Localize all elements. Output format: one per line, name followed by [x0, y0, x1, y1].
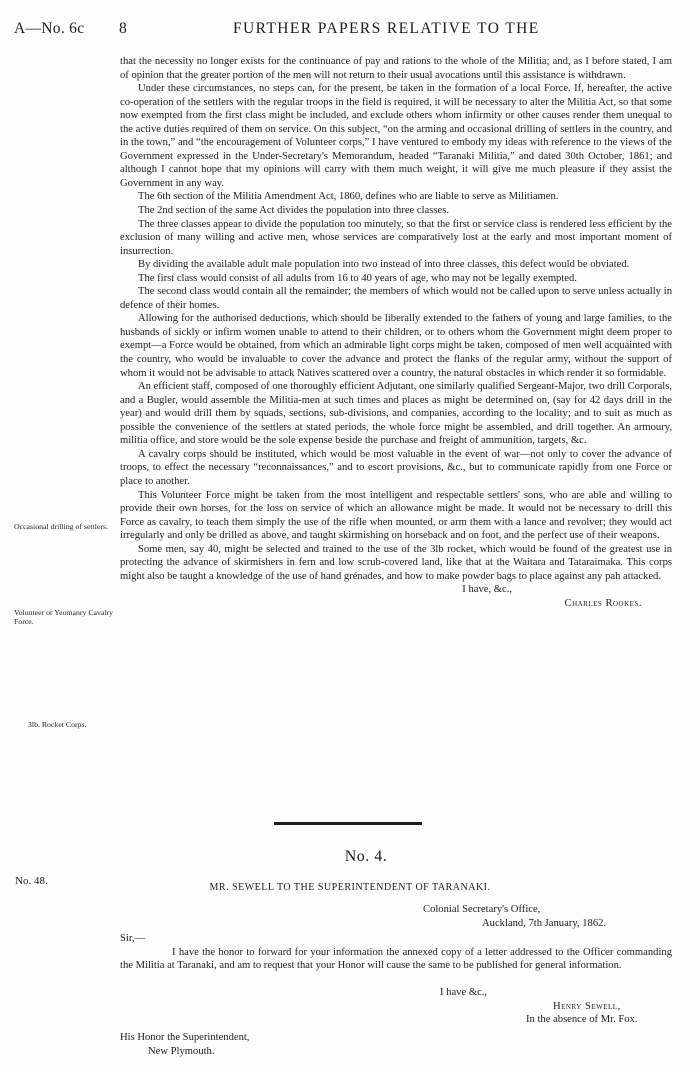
- letter-number: No. 4.: [344, 848, 388, 865]
- paragraph: The three classes appear to divide the population too minutely, so that the first or service class is rendered less efficient by the exclusion of many willing and active men, whose services are comparatively lost at the early and most important moment of insurrection.: [120, 218, 672, 257]
- document-number: No. 48.: [15, 875, 48, 887]
- addressee-place: New Plymouth.: [148, 1046, 215, 1057]
- paragraph: The 2nd section of the same Act divides the population into three classes.: [138, 205, 449, 217]
- paragraph: Some men, say 40, might be selected and trained to the use of the 3lb rocket, which would be found of the greatest use in protecting the advance of skirmishers in fern and low scrub-covered land, like that at the Waitara and Tataraimaka. This corps might also be taught a knowledge of the use of hand grénades, and how to make powder bags to place against any pah attacked.: [120, 543, 672, 582]
- signature-note: In the absence of Mr. Fox.: [526, 1014, 638, 1025]
- letter-title: MR. SEWELL TO THE SUPERINTENDENT OF TARANAKI.: [209, 882, 491, 893]
- closing: I have, &c.,: [462, 584, 512, 596]
- page-number: 8: [119, 20, 127, 37]
- addressee: His Honor the Superintendent,: [120, 1032, 250, 1043]
- place-date: Auckland, 7th January, 1862.: [482, 918, 607, 929]
- margin-note-cavalry: Volunteer or Yeomanry Cavalry Force.: [14, 608, 114, 626]
- paragraph: The first class would consist of all adults from 16 to 40 years of age, who may not be legally exempted.: [138, 272, 577, 284]
- signature: Charles Rookes.: [564, 597, 642, 609]
- paragraph: The second class would contain all the remainder; the members of which would not be called upon to serve unless actually in defence of their homes.: [120, 286, 672, 311]
- paragraph: A cavalry corps should be instituted, which would be most valuable in the event of war—not only to cover the advance of troops, to effect the necessary “reconnaissances,” and to escort provisions, &c., but to communicate rapidly from one Force or place to another.: [120, 448, 672, 487]
- paragraph: An efficient staff, composed of one thoroughly efficient Adjutant, one similarly qualified Sergeant-Major, two drill Corporals, and a Bugler, would assemble the Militia-men at such times and places as might be determined on, (say for 42 days drill in the year) and would drill them by squads, sections, sub-divisions, and companies, according to the locality; and to suit as much as possible the convenience of the settlers at stated periods, the whole force might be assembled, and drill together. An armoury, militia office, and store would be the sole expense beside the purchase and freight of ammunition, targets, &c.: [120, 381, 672, 447]
- running-title: FURTHER PAPERS RELATIVE TO THE: [233, 20, 540, 37]
- salutation: Sir,—: [120, 933, 146, 944]
- office: Colonial Secretary's Office,: [423, 904, 541, 915]
- paragraph: Allowing for the authorised deductions, which should be liberally extended to the fathers of young and large families, to the husbands of sickly or infirm women unable to attend to their children, or to others whom the Government might deem proper to exempt—a Force would be obtained, from which an admirable light corps might be taken, composed of men well acquainted with the country, who would be invaluable to cover the advance and protect the flanks of the regular army, without the support of whom it would not be advisable to attack Natives scattered over a country, the natural obstacles in which render it so formidable.: [120, 313, 672, 379]
- letter-body: [120, 932, 672, 973]
- margin-note-rocket: 3lb. Rocket Corps.: [28, 720, 87, 729]
- paragraph: The 6th section of the Militia Amendment Act, 1860, defines who are liable to serve as Militiamen.: [138, 191, 559, 203]
- paragraph: that the necessity no longer exists for the continuance of pay and rations to the whole of the Militia; and, as I before stated, I am of opinion that the greater portion of the men will not return to their usual avocations until this assistance is withdrawn.: [120, 56, 672, 81]
- paragraph: By dividing the available adult male population into two instead of into three classes, this defect would be obviated.: [138, 259, 630, 271]
- letter-closing: I have &c.,: [440, 987, 488, 998]
- letter-text: I have the honor to forward for your information the annexed copy of a letter addressed to the Officer commanding the Militia at Taranaki, and am to request that your Honor will cause the same to be published for general information.: [120, 946, 672, 972]
- paper-reference: A—No. 6c: [14, 20, 85, 37]
- paragraph: Under these circumstances, no steps can, for the present, be taken in the formation of a local Force. If, hereafter, the active co-operation of the settlers with the regular troops in the field is required, it will be necessary to alter the Militia Act, so that some now exempted from the first class might be included, and exclude others whom infirmity or other causes render them unequal to the active duties required of them on service. On this subject, “on the arming and occasional drilling of settlers in the country, and in the town,” and “the encouragement of Volunteer corps,” I have ventured to embody my ideas with reference to the views of the Government expressed in the Under-Secretary's Memorandum, headed “Taranaki Militia,” and dated 30th October, 1861; and although I cannot hope that my opinions will carry with them much weight, it will give me much pleasure if they assist the Government in any way.: [120, 83, 672, 189]
- section-divider: [274, 822, 422, 825]
- letter-signature: Henry Sewell,: [553, 1001, 621, 1012]
- body-text: [120, 55, 672, 610]
- paragraph: This Volunteer Force might be taken from the most intelligent and respectable settlers' sons, who are able and willing to provide their own horses, for the loss on service of which an allowance might be made. It would not be necessary to drill this Force as cavalry, to teach them simply the use of the rifle when mounted, or arm them with a lance and revolver; they would act irregularly and only be drilled as above, and taught skirmishing on horseback and on foot, and the perfect use of their weapons.: [120, 489, 672, 542]
- margin-note-drilling: Occasional drilling of settlers.: [14, 522, 108, 531]
- page-header: [0, 20, 700, 44]
